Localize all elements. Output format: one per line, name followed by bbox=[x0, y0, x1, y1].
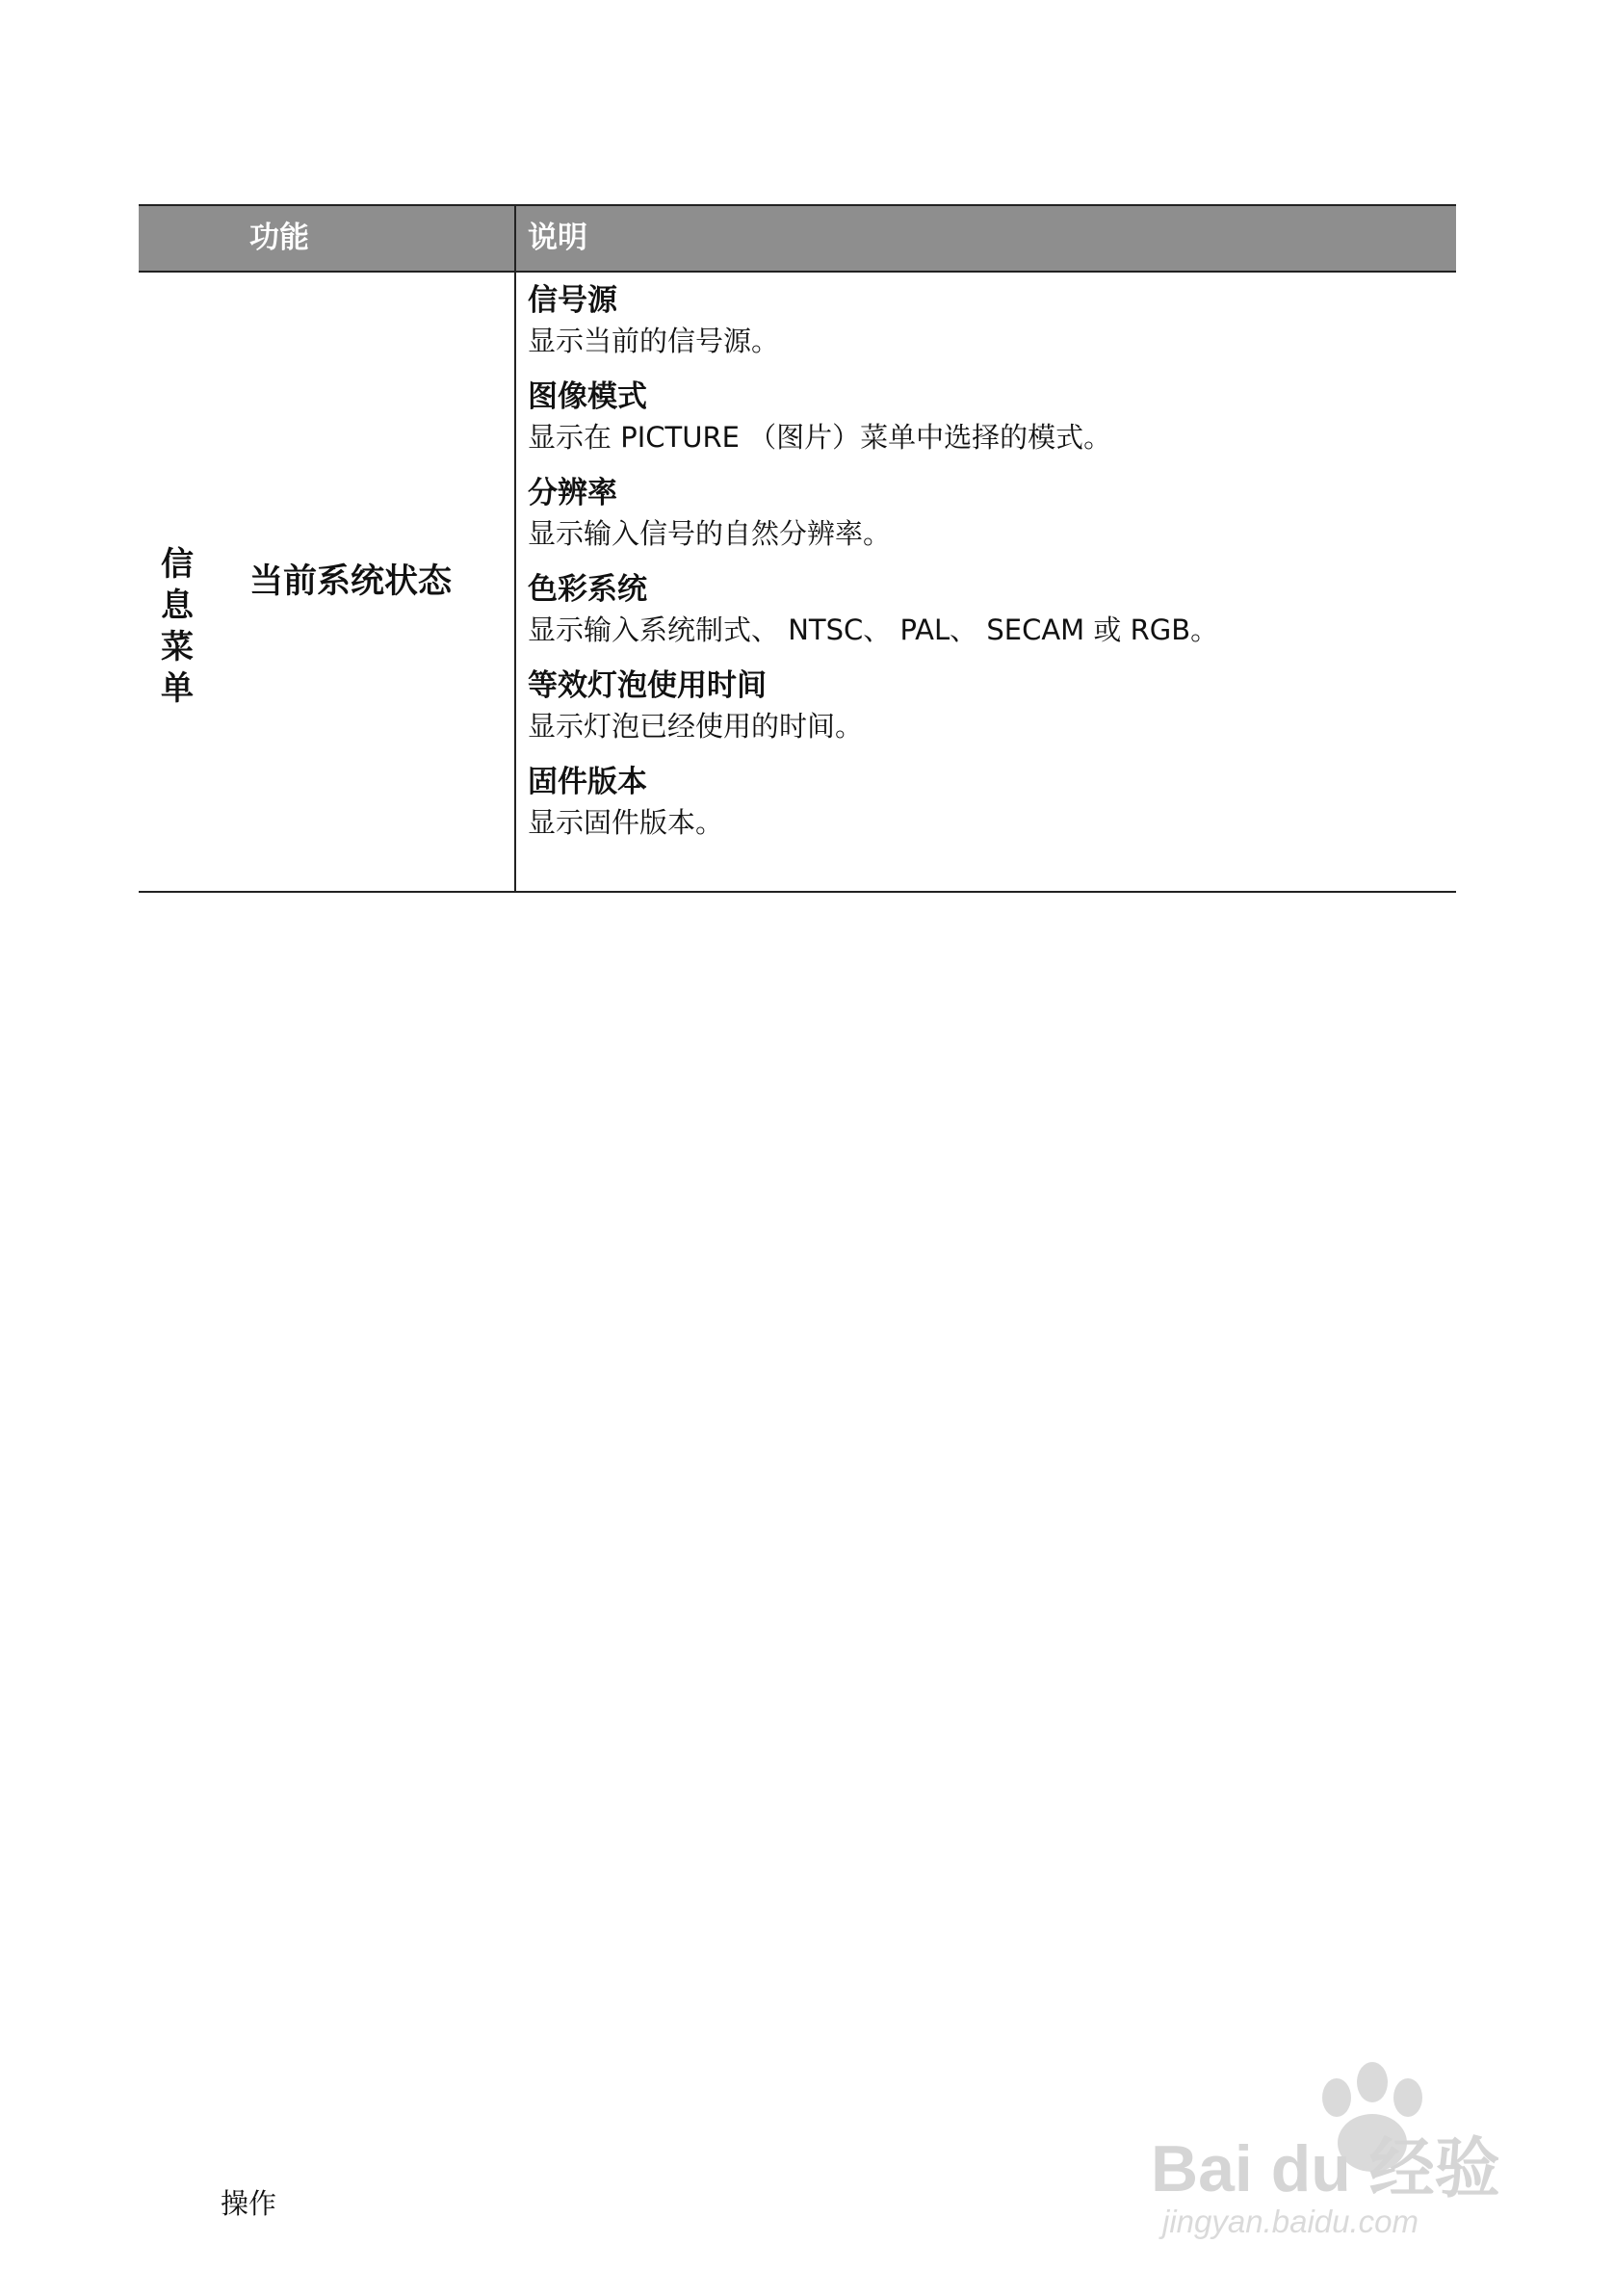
item-text: 显示固件版本。 bbox=[528, 806, 724, 839]
table-body bbox=[139, 273, 1456, 891]
menu-cell bbox=[139, 273, 221, 891]
item-text: 显示在 PICTURE （图片）菜单中选择的模式。 bbox=[528, 421, 1112, 454]
menu-label: 信息菜单 bbox=[161, 545, 194, 708]
list-item bbox=[528, 762, 1456, 843]
list-item bbox=[528, 473, 1456, 554]
item-title: 色彩系统 bbox=[528, 572, 647, 607]
function-label: 当前系统状态 bbox=[249, 562, 453, 601]
list-item bbox=[528, 569, 1456, 650]
item-title: 图像模式 bbox=[528, 379, 647, 414]
function-cell bbox=[221, 273, 514, 891]
item-text: 显示灯泡已经使用的时间。 bbox=[528, 710, 864, 743]
page-footer: 操作 bbox=[221, 2187, 277, 2220]
table-header bbox=[139, 206, 1456, 273]
item-title: 等效灯泡使用时间 bbox=[528, 668, 767, 703]
list-item bbox=[528, 665, 1456, 746]
watermark bbox=[1151, 2061, 1526, 2244]
watermark-brand: Bai du 经验 bbox=[1151, 2132, 1500, 2205]
header-description: 说明 bbox=[514, 206, 1456, 271]
item-title: 固件版本 bbox=[528, 765, 647, 799]
list-item bbox=[528, 377, 1456, 457]
description-cell bbox=[514, 273, 1456, 891]
item-text: 显示输入信号的自然分辨率。 bbox=[528, 517, 892, 550]
item-text: 显示输入系统制式、 NTSC、 PAL、 SECAM 或 RGB。 bbox=[528, 613, 1219, 646]
watermark-url: jingyan.baidu.com bbox=[1162, 2204, 1419, 2239]
item-title: 分辨率 bbox=[528, 476, 617, 510]
list-item bbox=[528, 280, 1456, 361]
header-function: 功能 bbox=[249, 221, 309, 255]
function-table bbox=[139, 204, 1456, 893]
item-title: 信号源 bbox=[528, 283, 617, 318]
item-text: 显示当前的信号源。 bbox=[528, 325, 780, 357]
